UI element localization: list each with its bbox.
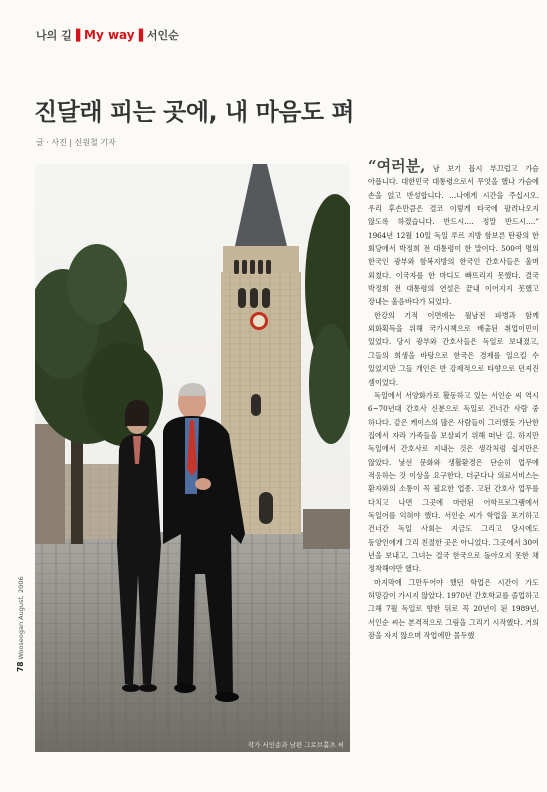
my-way-label: My way [84, 28, 135, 42]
byline: 글 · 사진 | 신원철 기자 [36, 138, 116, 147]
section-header [36, 27, 179, 43]
photo-illustration [35, 164, 350, 752]
page-number: 78 [16, 661, 25, 672]
page-folio [16, 576, 25, 672]
paragraph: 독일에서 서양화가로 활동하고 있는 서인순 씨 역시 6~70년대 간호사 신분으로 독일로 건너간 사람 중 하나다. 같은 케이스의 많은 사람들이 그러했듯 가난한 집에서 자라 가족들을 보살피기 위해 떠난 길. 하지만 독일에서 간호사로 지내는 것은 생각처럼 쉽지만은 않았다. 낯선 문화와 생활환경은 단순히 업무에 적응하는 것 이상을 요구한다. 더군다나 의료서비스는 환자와의 소통이 꼭 필요한 업종. 고된 간호사 업무를 다치고 나면 그곳에 마련된 어학프로그램에서 독일어를 익혀야 했다. 서인순 씨가 학업을 포기하고 건너간 독일 사회는 지금도 그리고 당시에도 동양인에게 그리 친절한 곳은 아니었다. 그곳에서 30여 년을 보내고, 그녀는 결국 한국으로 돌아오지 못한 채 정착해야만 했다. [368, 390, 539, 574]
section-label: 나의 길 [36, 29, 72, 42]
quote-opening: “여러분, [368, 157, 426, 175]
paragraph [368, 157, 539, 309]
separator-icon: ▐ [134, 29, 144, 42]
publication-info: Wooseogan August, 2006 [17, 576, 25, 660]
photo-caption: 작가 서인순과 남편 그로브홀츠 씨 [247, 741, 344, 749]
paragraph: 한강의 기적 이면에는 월남전 파병과 함께 외화획득을 위해 국가시책으로 배출된 취업이민이 있었다. 당시 광부와 간호사들은 독일로 보내졌고, 그들의 희생을 바탕으로 한국은 경제를 일으킬 수 있었지만 그들 개인은 반 강제적으로 타향으로 던져진 셈이었다. [368, 310, 539, 387]
article-title: 진달래 피는 곳에, 내 마음도 펴 [34, 98, 355, 126]
paragraph: 마지막에 그만두어야 했던 학업은 시간이 가도 허망감이 가시지 않았다. 1970년 간호학교를 졸업하고 그해 7월 독일로 향한 뒤로 꼭 20년이 된 1989년, 서인순 씨는 본격적으로 그림을 그리기 시작했다. 거의 잠을 자지 않으며 작업에만 몰두했 [368, 577, 539, 641]
article-body [368, 157, 539, 642]
separator-icon: ▐ [71, 29, 81, 42]
paragraph-text: 남 보기 몹시 부끄럽고 가슴 아픕니다. 대한민국 대통령으로서 무엇을 했나 가슴에 손을 얹고 반성합니다. …나에게 시간을 주십시오. 우리 후손만큼은 결코 이렇게 타국에 팔려나오지 않도록 하겠습니다. 반드시…. 정말 반드시….” 1964년 12월 10일 독일 루르 지방 함보른 탄광의 한 회당에서 박정희 전 대통령이 한 말이다. 500여 명의 한국인 광부와 함복지방의 한국인 간호사들은 울며 외쳤다. 이국자를 한 마디도 빠뜨리지 못했다. 결국 박정희 전 대통령의 연설은 끝내 이어지지 못했고 장내는 울음바다가 되었다. [368, 164, 539, 307]
article-photo [35, 164, 350, 752]
author-name: 서인순 [146, 29, 179, 42]
